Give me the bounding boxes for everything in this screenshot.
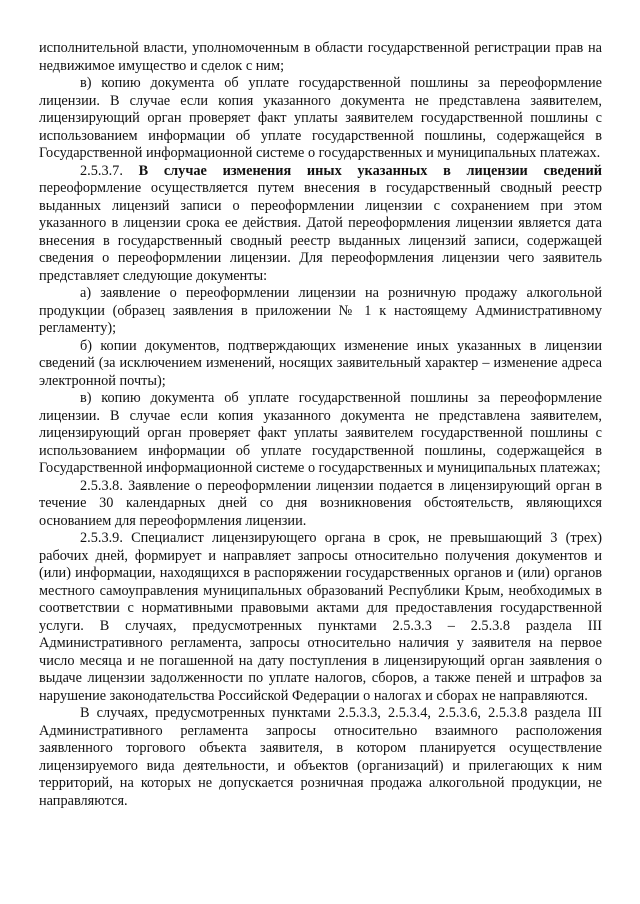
paragraph-2-5-3-9: 2.5.3.9. Специалист лицензирующего органа в срок, не превышающий 3 (трех) рабочих дней, формирует и направляет запросы относительно получения документов и (или) информации, находящихся в распоряжении государственных органов и (или) органов местного самоуправления муниципальных образований Республики Крым, необходимых в соответствии с нормативными правовыми актами для предоставления государственной услуги. В случаях, предусмотренных пунктами 2.5.3.3 – 2.5.3.8 раздела III Административного регламента, запросы относительно наличия у заявителя на первое число месяца и не погашенной на дату поступления в лицензирующий орган заявления о выдаче лицензии задолженности по уплате налогов, сборов, а также пеней и штрафов за нарушение законодательства Российской Федерации о налогах и сборах не направляются. — [39, 530, 602, 704]
clause-body: переоформление осуществляется путем внесения в государственный сводный реестр выданных лицензий записи о переоформлении лицензии с сохранением при этом указанного в лицензии срока ее действия. Датой переоформления лицензии является дата внесения в государственный сводный реестр выданных лицензий записи, содержащей сведения о переоформлении лицензии. Для переоформления лицензии чего заявитель представляет следующие документы: — [39, 180, 602, 284]
clause-heading-bold: В случае изменения иных указанных в лицензии сведений — [138, 162, 603, 179]
paragraph-continuation: исполнительной власти, уполномоченным в области государственной регистрации прав на недвижимое имущество и сделок с ним; — [39, 40, 602, 74]
paragraph-2-5-3-8: 2.5.3.8. Заявление о переоформлении лицензии подается в лицензирующий орган в течение 30 календарных дней со дня возникновения обстоятельств, являющихся основанием для переоформления лицензии. — [39, 477, 602, 529]
clause-number: 2.5.3.7. — [80, 162, 123, 179]
paragraph-item-v-fee-copy-2: в) копию документа об уплате государственной пошлины за переоформление лицензии. В случае если копия указанного документа не представлена заявителем, лицензирующий орган проверяет факт уплаты заявителем государственной пошлины с использованием информации об уплате государственной пошлины, содержащейся в Государственной информационной системе о государственных и муниципальных платежах; — [39, 390, 602, 476]
paragraph-item-v-fee-copy: в) копию документа об уплате государственной пошлины за переоформление лицензии. В случае если копия указанного документа не представлена заявителем, лицензирующий орган проверяет факт уплаты заявителем государственной пошлины с использованием информации об уплате государственной пошлины, содержащейся в Государственной информационной системе о государственных и муниципальных платежах. — [39, 75, 602, 161]
paragraph-2-5-3-7 — [39, 163, 602, 286]
paragraph-item-b-copies: б) копии документов, подтверждающих изменение иных указанных в лицензии сведений (за исключением изменений, носящих заявительный характер – изменение адреса электронной почты); — [39, 337, 602, 389]
paragraph-item-a-application: а) заявление о переоформлении лицензии на розничную продажу алкогольной продукции (образец заявления в приложении № 1 к настоящему Административному регламенту); — [39, 285, 602, 336]
paragraph-cases-requests: В случаях, предусмотренных пунктами 2.5.3.3, 2.5.3.4, 2.5.3.6, 2.5.3.8 раздела III Административного регламента запросы относительно взаимного расположения заявленного торгового объекта заявителя, в котором планируется осуществление лицензируемого вида деятельности, и объектов (организаций) и прилегающих к ним территорий, на которых не допускается розничная продажа алкогольной продукции, не направляются. — [39, 705, 602, 809]
